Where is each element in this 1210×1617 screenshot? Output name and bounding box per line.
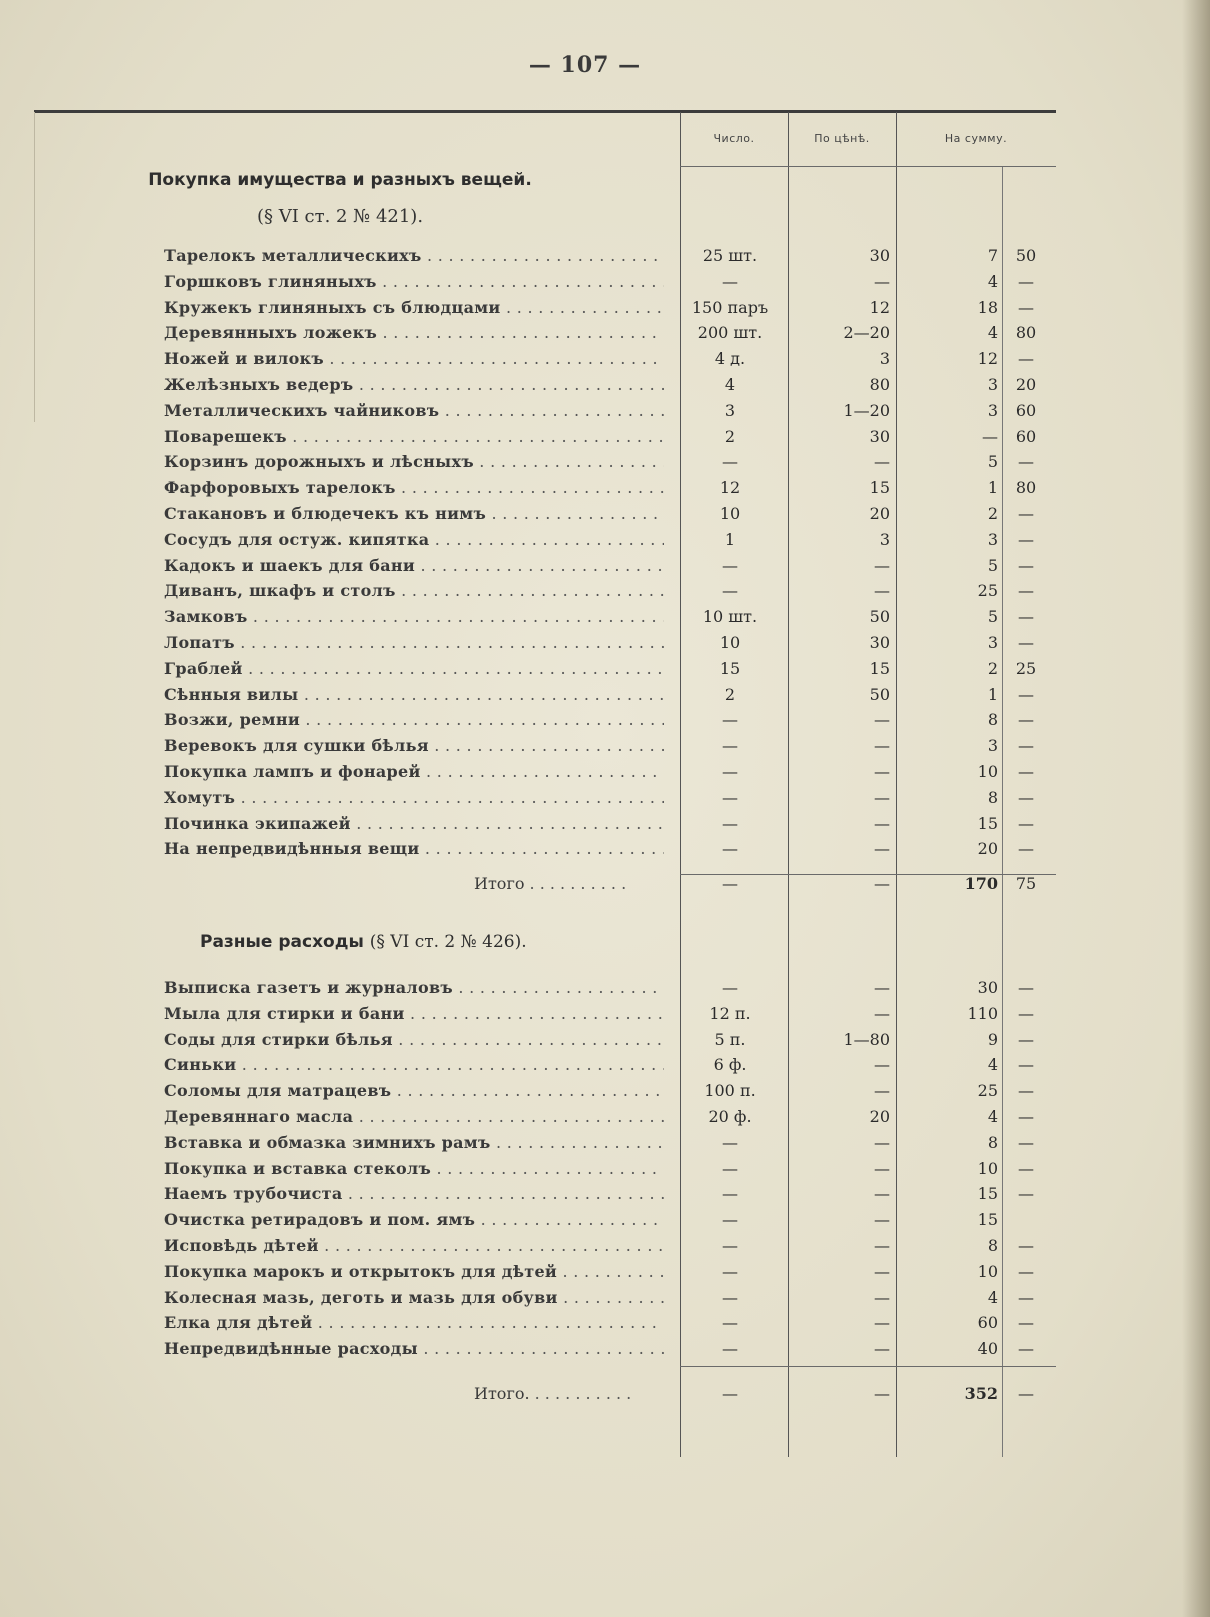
table-row — [0, 685, 1210, 711]
table-row — [0, 659, 1210, 685]
table-row — [0, 556, 1210, 582]
item-kopecks: — — [1018, 529, 1034, 549]
table-row — [0, 1313, 1210, 1339]
item-kopecks: — — [1018, 1236, 1034, 1255]
item-kopecks: 80 — [1015, 323, 1037, 343]
item-rubles: 8 — [987, 1236, 998, 1255]
table-row — [0, 710, 1210, 736]
item-name: Лопатъ . . . — [164, 633, 664, 652]
section2-reference: (§ VI ст. 2 № 426). — [369, 932, 527, 952]
item-rubles: 3 — [987, 736, 998, 756]
item-price: — — [874, 762, 890, 781]
item-quantity: — — [722, 787, 738, 807]
column-header-count: Число. — [713, 132, 755, 145]
item-rubles: 9 — [987, 1029, 998, 1049]
item-price: 12 — [869, 297, 890, 317]
page-number: — 107 — — [528, 52, 642, 78]
item-name: Замковъ . . . — [164, 607, 664, 626]
item-quantity: 12 — [719, 478, 741, 498]
item-quantity: — — [722, 813, 738, 833]
item-name: Непредвидѣнные расходы . . . — [164, 1339, 664, 1358]
item-name: Выписка газетъ и журналовъ . . . — [164, 978, 664, 997]
item-kopecks: — — [1018, 736, 1034, 756]
item-kopecks: — — [1018, 1029, 1034, 1049]
item-rubles: 18 — [977, 297, 998, 317]
item-rubles: — — [982, 426, 998, 446]
item-kopecks: — — [1018, 1132, 1034, 1152]
item-quantity: 2 — [724, 684, 736, 704]
table-row — [0, 633, 1210, 659]
item-kopecks: — — [1018, 452, 1034, 472]
table-row — [0, 1081, 1210, 1107]
item-price: — — [874, 555, 890, 575]
item-quantity: 4 д. — [714, 349, 746, 369]
item-name: Деревяннаго масла . . . — [164, 1107, 664, 1126]
item-quantity: — — [722, 736, 738, 756]
section1-title: Покупка имущества и разныхъ вещей. — [148, 170, 532, 190]
item-name: Стакановъ и блюдечекъ къ нимъ . . . — [164, 504, 664, 523]
item-price: — — [874, 1055, 890, 1075]
table-row — [0, 349, 1210, 375]
item-name: Кадокъ и шаекъ для бани . . . — [164, 556, 664, 575]
item-quantity: 4 — [724, 375, 736, 394]
item-quantity: — — [722, 581, 738, 601]
item-quantity: — — [722, 555, 738, 575]
item-name: Диванъ, шкафъ и столъ . . . — [164, 581, 664, 600]
item-rubles: 3 — [987, 400, 998, 420]
item-quantity: 5 п. — [714, 1029, 746, 1049]
item-name: Тарелокъ металлическихъ . . . — [164, 246, 664, 265]
item-rubles: 60 — [977, 1313, 998, 1333]
item-rubles: 30 — [977, 978, 998, 997]
item-kopecks: — — [1018, 787, 1034, 807]
item-name: Сосудъ для остуж. кипятка . . . — [164, 530, 664, 549]
item-kopecks: 80 — [1015, 478, 1037, 498]
item-name: Веревокъ для сушки бѣлья . . . — [164, 736, 664, 755]
total-rubles: 170 — [964, 874, 998, 893]
item-price: — — [874, 1339, 890, 1359]
item-name: Горшковъ глиняныхъ . . . — [164, 272, 664, 291]
item-price: — — [874, 978, 890, 997]
table-row — [0, 1288, 1210, 1314]
item-price: — — [874, 1287, 890, 1307]
item-price: — — [874, 1158, 890, 1178]
item-rubles: 3 — [987, 633, 998, 652]
item-quantity: — — [722, 762, 738, 781]
item-quantity: — — [722, 1261, 738, 1281]
item-price: — — [874, 1236, 890, 1255]
table-row — [0, 427, 1210, 453]
item-quantity: — — [722, 1339, 738, 1359]
item-price: — — [874, 710, 890, 730]
item-quantity: — — [722, 1132, 738, 1152]
item-rubles: 8 — [987, 787, 998, 807]
item-name: Сѣнныя вилы . . . — [164, 685, 664, 704]
item-price: 20 — [869, 1107, 890, 1126]
item-name: Желѣзныхъ ведеръ . . . — [164, 375, 664, 394]
total-label: Итого. . . . — [474, 1384, 664, 1403]
table-row — [0, 1339, 1210, 1365]
item-kopecks: — — [1018, 581, 1034, 601]
item-price: 80 — [869, 375, 890, 394]
item-rubles: 15 — [977, 1210, 998, 1230]
section1-reference: (§ VI ст. 2 № 421). — [256, 206, 424, 227]
item-quantity: 100 п. — [704, 1081, 756, 1101]
item-name: Наемъ трубочиста . . . — [164, 1184, 664, 1203]
table-row — [0, 762, 1210, 788]
table-row — [0, 375, 1210, 401]
item-kopecks: — — [1018, 1339, 1034, 1359]
item-kopecks: — — [1018, 839, 1034, 859]
item-rubles: 4 — [987, 323, 998, 343]
item-rubles: 5 — [987, 555, 998, 575]
item-name: На непредвидѣнныя вещи . . . — [164, 839, 664, 858]
item-kopecks: — — [1018, 555, 1034, 575]
item-price: — — [874, 736, 890, 756]
item-quantity: — — [722, 839, 738, 859]
table-row — [0, 401, 1210, 427]
item-rubles: 25 — [977, 1081, 998, 1101]
item-price: — — [874, 1003, 890, 1023]
item-quantity: 15 — [719, 658, 741, 678]
item-rubles: 3 — [987, 529, 998, 549]
item-kopecks: — — [1018, 978, 1034, 997]
item-name: Возжи, ремни . . . — [164, 710, 664, 729]
item-kopecks: — — [1018, 504, 1034, 523]
item-kopecks: — — [1018, 1107, 1034, 1126]
item-kopecks: — — [1018, 1055, 1034, 1075]
item-price: 30 — [869, 246, 890, 265]
item-kopecks: 50 — [1015, 246, 1037, 265]
column-header-sum: На сумму. — [944, 132, 1008, 145]
item-price: — — [874, 271, 890, 291]
table-row — [0, 1133, 1210, 1159]
item-quantity: 10 шт. — [702, 607, 758, 627]
item-kopecks: — — [1018, 1261, 1034, 1281]
total-price: — — [874, 874, 890, 893]
table-row — [0, 246, 1210, 272]
item-price: 3 — [879, 349, 890, 369]
item-name: Покупка лампъ и фонарей . . . — [164, 762, 664, 781]
item-kopecks: — — [1018, 1184, 1034, 1204]
item-rubles: 20 — [977, 839, 998, 859]
item-kopecks: — — [1018, 1003, 1034, 1023]
table-row — [0, 1236, 1210, 1262]
item-name: Вставка и обмазка зимнихъ рамъ . . . — [164, 1133, 664, 1152]
item-quantity: 10 — [719, 633, 741, 652]
item-quantity: — — [722, 1210, 738, 1230]
item-price: — — [874, 813, 890, 833]
item-kopecks: — — [1018, 762, 1034, 781]
item-name: Покупка марокъ и открытокъ для дѣтей . . . — [164, 1262, 664, 1281]
section2-total-row — [0, 1384, 1210, 1412]
table-row — [0, 323, 1210, 349]
table-row — [0, 452, 1210, 478]
item-quantity: 150 паръ — [691, 297, 769, 317]
item-rubles: 3 — [987, 375, 998, 394]
item-price: — — [874, 1210, 890, 1230]
item-price: — — [874, 839, 890, 859]
section2-heading — [200, 932, 527, 952]
item-name: Ножей и вилокъ . . . — [164, 349, 664, 368]
item-quantity: — — [722, 1287, 738, 1307]
item-rubles: 8 — [987, 1132, 998, 1152]
item-name: Соломы для матрацевъ . . . — [164, 1081, 664, 1100]
total-qty: — — [722, 874, 738, 893]
item-quantity: 25 шт. — [702, 246, 758, 265]
top-rule — [34, 110, 1056, 113]
item-quantity: — — [722, 1236, 738, 1255]
item-kopecks: — — [1018, 297, 1034, 317]
table-row — [0, 1055, 1210, 1081]
item-quantity: — — [722, 271, 738, 291]
item-kopecks: 60 — [1015, 426, 1037, 446]
item-kopecks: — — [1018, 710, 1034, 730]
total-label: Итого . . . — [474, 874, 664, 893]
table-row — [0, 1262, 1210, 1288]
item-kopecks: — — [1018, 633, 1034, 652]
item-price: 15 — [869, 658, 890, 678]
item-name: Покупка и вставка стеколъ . . . — [164, 1159, 664, 1178]
item-price: 50 — [869, 607, 890, 627]
item-name: Поварешекъ . . . — [164, 427, 664, 446]
item-price: 50 — [869, 684, 890, 704]
table-row — [0, 814, 1210, 840]
item-price: 15 — [869, 478, 890, 498]
item-name: Елка для дѣтей . . . — [164, 1313, 664, 1332]
item-kopecks: 60 — [1015, 400, 1037, 420]
table-row — [0, 607, 1210, 633]
table-row — [0, 298, 1210, 324]
item-rubles: 5 — [987, 607, 998, 627]
table-row — [0, 1210, 1210, 1236]
table-row — [0, 1004, 1210, 1030]
item-kopecks: — — [1018, 271, 1034, 291]
column-header-price: По цѣнѣ. — [814, 132, 870, 145]
item-price: 30 — [869, 633, 890, 652]
item-rubles: 1 — [987, 478, 998, 498]
item-price: 20 — [869, 504, 890, 523]
total-rule-section2 — [680, 1366, 1056, 1367]
item-price: 30 — [869, 426, 890, 446]
item-quantity: 3 — [724, 400, 736, 420]
item-kopecks: 20 — [1015, 375, 1037, 394]
header-underline — [680, 166, 1056, 167]
item-rubles: 4 — [987, 1055, 998, 1075]
item-name: Исповѣдь дѣтей . . . — [164, 1236, 664, 1255]
item-quantity: — — [722, 452, 738, 472]
item-kopecks: — — [1018, 1081, 1034, 1101]
item-rubles: 15 — [977, 813, 998, 833]
item-kopecks: 25 — [1015, 658, 1037, 678]
table-row — [0, 478, 1210, 504]
item-name: Мыла для стирки и бани . . . — [164, 1004, 664, 1023]
total-rubles: 352 — [964, 1384, 998, 1403]
item-kopecks: — — [1018, 1287, 1034, 1307]
item-name: Колесная мазь, деготь и мазь для обуви . . . — [164, 1288, 664, 1307]
table-row — [0, 1184, 1210, 1210]
item-rubles: 10 — [977, 762, 998, 781]
item-rubles: 4 — [987, 1107, 998, 1126]
item-rubles: 12 — [977, 349, 998, 369]
item-price: — — [874, 1261, 890, 1281]
item-kopecks: — — [1018, 607, 1034, 627]
item-kopecks: — — [1018, 1313, 1034, 1333]
table-row — [0, 1030, 1210, 1056]
item-quantity: 6 ф. — [713, 1055, 747, 1075]
item-name: Починка экипажей . . . — [164, 814, 664, 833]
table-row — [0, 978, 1210, 1004]
item-price: — — [874, 1081, 890, 1101]
item-price: — — [874, 452, 890, 472]
table-row — [0, 1107, 1210, 1133]
item-kopecks: — — [1018, 684, 1034, 704]
item-quantity: — — [722, 1158, 738, 1178]
item-rubles: 40 — [977, 1339, 998, 1359]
total-kopecks: 75 — [1015, 874, 1037, 893]
section1-total-row — [0, 874, 1210, 902]
item-price: — — [874, 1132, 890, 1152]
item-kopecks: — — [1018, 1158, 1034, 1178]
item-price: — — [874, 1184, 890, 1204]
item-rubles: 10 — [977, 1261, 998, 1281]
table-row — [0, 504, 1210, 530]
item-name: Корзинъ дорожныхъ и лѣсныхъ . . . — [164, 452, 664, 471]
item-price: 2—20 — [843, 323, 890, 343]
item-quantity: — — [722, 978, 738, 997]
item-quantity: 12 п. — [709, 1003, 751, 1023]
item-kopecks: — — [1018, 813, 1034, 833]
item-rubles: 2 — [987, 658, 998, 678]
item-price: 1—20 — [843, 400, 890, 420]
item-name: Граблей . . . — [164, 659, 664, 678]
item-price: 1—80 — [843, 1029, 890, 1049]
item-rubles: 8 — [987, 710, 998, 730]
item-rubles: 2 — [987, 504, 998, 523]
item-rubles: 7 — [987, 246, 998, 265]
item-name: Кружекъ глиняныхъ съ блюдцами . . . — [164, 298, 664, 317]
total-price: — — [874, 1384, 890, 1403]
item-rubles: 1 — [987, 684, 998, 704]
item-name: Фарфоровыхъ тарелокъ . . . — [164, 478, 664, 497]
item-price: — — [874, 787, 890, 807]
item-name: Соды для стирки бѣлья . . . — [164, 1030, 664, 1049]
item-name: Деревянныхъ ложекъ . . . — [164, 323, 664, 342]
table-row — [0, 736, 1210, 762]
item-rubles: 110 — [967, 1003, 998, 1023]
item-quantity: 20 ф. — [708, 1107, 752, 1126]
item-price: 3 — [879, 529, 890, 549]
item-price: — — [874, 581, 890, 601]
item-name: Хомутъ . . . — [164, 788, 664, 807]
item-quantity: 10 — [719, 504, 741, 523]
item-quantity: — — [722, 1184, 738, 1204]
item-name: Синьки . . . — [164, 1055, 664, 1074]
item-price: — — [874, 1313, 890, 1333]
item-quantity: — — [722, 710, 738, 730]
table-row — [0, 839, 1210, 865]
item-rubles: 4 — [987, 271, 998, 291]
item-quantity: 200 шт. — [697, 323, 763, 343]
table-row — [0, 581, 1210, 607]
item-name: Очистка ретирадовъ и пом. ямъ . . . — [164, 1210, 664, 1229]
item-kopecks: — — [1018, 349, 1034, 369]
total-kopecks: — — [1018, 1384, 1034, 1403]
item-rubles: 4 — [987, 1287, 998, 1307]
total-qty: — — [722, 1384, 738, 1403]
item-quantity: 1 — [724, 529, 736, 549]
item-quantity: 2 — [724, 426, 736, 446]
table-row — [0, 272, 1210, 298]
item-name: Металлическихъ чайниковъ . . . — [164, 401, 664, 420]
table-row — [0, 788, 1210, 814]
item-rubles: 5 — [987, 452, 998, 472]
item-rubles: 10 — [977, 1158, 998, 1178]
section2-title: Разные расходы — [200, 932, 364, 952]
item-rubles: 25 — [977, 581, 998, 601]
table-row — [0, 530, 1210, 556]
table-row — [0, 1159, 1210, 1185]
item-quantity: — — [722, 1313, 738, 1333]
item-rubles: 15 — [977, 1184, 998, 1204]
